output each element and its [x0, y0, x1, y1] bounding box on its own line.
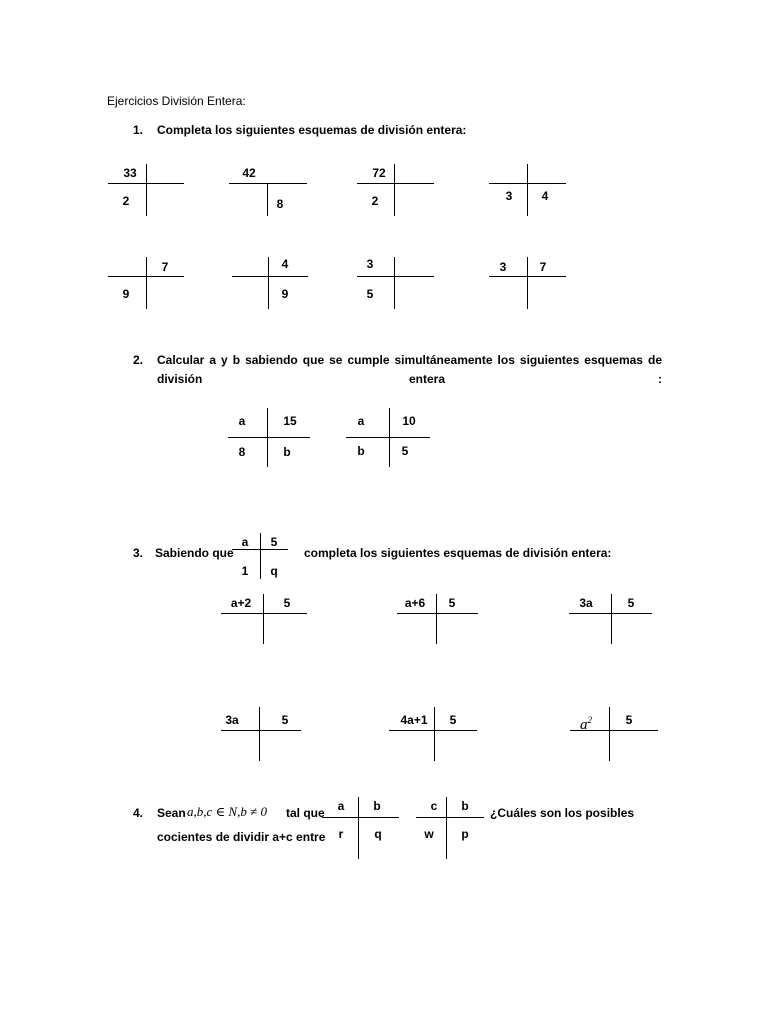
scheme-divisor: 7: [161, 260, 169, 274]
ex3-instruction: completa los siguientes esquemas de división entera:: [304, 546, 612, 560]
ex3-scheme-3: [569, 594, 652, 644]
ex4-text-sean: Sean: [157, 806, 186, 820]
ex1-scheme-6: [232, 257, 308, 309]
scheme-dividend: a: [337, 799, 345, 813]
scheme-dividend: 3: [499, 260, 507, 274]
scheme-divisor: 5: [281, 713, 289, 727]
ex2-scheme-1: [228, 408, 310, 467]
scheme-dividend: a: [238, 414, 246, 428]
scheme-dividend: a+6: [404, 596, 426, 610]
scheme-dividend: a: [357, 414, 365, 428]
ex1-scheme-7: [357, 257, 434, 309]
ex2-instruction-word-entera: entera: [409, 372, 446, 386]
ex3-scheme-4: [221, 707, 301, 761]
ex3-scheme-2: [397, 594, 478, 644]
scheme-quotient: 5: [401, 444, 409, 458]
scheme-remainder: 9: [122, 287, 130, 301]
ex2-number: 2.: [133, 353, 144, 367]
ex4-text-tal-que: tal que: [286, 806, 325, 820]
scheme-quotient: p: [461, 827, 469, 841]
scheme-divisor: 4: [281, 257, 289, 271]
scheme-quotient: 9: [281, 287, 289, 301]
ex1-scheme-5: [108, 257, 184, 309]
ex1-scheme-1: [108, 164, 184, 216]
ex2-scheme-2: [346, 408, 430, 467]
ex4-number: 4.: [133, 806, 144, 820]
scheme-dividend-squared: [580, 713, 592, 732]
scheme-remainder: b: [357, 444, 365, 458]
ex4-condition: a,b,c ∈ N,b ≠ 0: [187, 804, 267, 819]
scheme-dividend: a+2: [230, 596, 252, 610]
scheme-divisor: b: [461, 799, 469, 813]
ex3-text-sabiendo: Sabiendo que: [155, 546, 234, 560]
scheme-remainder: 2: [371, 194, 379, 208]
scheme-dividend: 42: [242, 166, 256, 180]
ex1-scheme-3: [357, 164, 434, 216]
scheme-remainder: 3: [505, 189, 513, 203]
scheme-dividend: 3: [366, 257, 374, 271]
ex4-scheme-2: [416, 797, 484, 859]
scheme-divisor: 5: [627, 596, 635, 610]
scheme-quotient: q: [270, 564, 278, 578]
ex2-instruction-line1: Calcular a y b sabiendo que se cumple simultáneamente los siguientes esquemas de: [157, 353, 662, 367]
scheme-dividend: c: [430, 799, 438, 813]
scheme-dividend: 4a+1: [400, 713, 428, 727]
scheme-remainder: r: [338, 827, 344, 841]
ex4-question: ¿Cuáles son los posibles: [490, 806, 635, 820]
ex3-scheme-1: [221, 594, 307, 644]
scheme-divisor: 5: [448, 596, 456, 610]
scheme-divisor: 5: [449, 713, 457, 727]
scheme-dividend: 72: [372, 166, 386, 180]
ex4-scheme-1: [322, 797, 399, 859]
scheme-remainder: 8: [238, 445, 246, 459]
scheme-divisor: 5: [283, 596, 291, 610]
scheme-dividend: a: [241, 535, 249, 549]
variable-a: a: [580, 717, 588, 733]
ex2-instruction-colon: :: [658, 372, 662, 386]
ex3-scheme-6: [570, 707, 658, 761]
ex1-instruction: Completa los siguientes esquemas de división entera:: [157, 123, 467, 137]
ex2-instruction-word-division: división: [157, 372, 203, 386]
page-title: Ejercicios División Entera:: [107, 94, 246, 108]
ex1-scheme-2: [229, 164, 307, 216]
scheme-remainder: 5: [366, 287, 374, 301]
scheme-divisor: b: [373, 799, 381, 813]
ex1-scheme-4: [489, 164, 566, 216]
scheme-quotient: 8: [276, 197, 284, 211]
scheme-quotient: q: [374, 827, 382, 841]
scheme-divisor: 7: [539, 260, 547, 274]
scheme-divisor: 5: [625, 713, 633, 727]
scheme-remainder: 2: [122, 194, 130, 208]
exponent: 2: [587, 715, 592, 725]
scheme-quotient: b: [283, 445, 291, 459]
scheme-divisor: 15: [283, 414, 297, 428]
scheme-quotient: 4: [541, 189, 549, 203]
scheme-remainder: 1: [241, 564, 249, 578]
ex1-number: 1.: [133, 123, 144, 137]
ex3-scheme-5: [389, 707, 477, 761]
scheme-divisor: 5: [270, 535, 278, 549]
scheme-remainder: w: [424, 827, 434, 841]
ex3-number: 3.: [133, 546, 144, 560]
ex1-scheme-8: [489, 257, 566, 309]
scheme-divisor: 10: [402, 414, 416, 428]
ex3-given-scheme: [232, 533, 288, 579]
scheme-dividend: 33: [123, 166, 137, 180]
ex4-instruction-line2: cocientes de dividir a+c entre: [157, 830, 326, 844]
scheme-dividend: 3a: [579, 596, 593, 610]
scheme-dividend: 3a: [225, 713, 239, 727]
